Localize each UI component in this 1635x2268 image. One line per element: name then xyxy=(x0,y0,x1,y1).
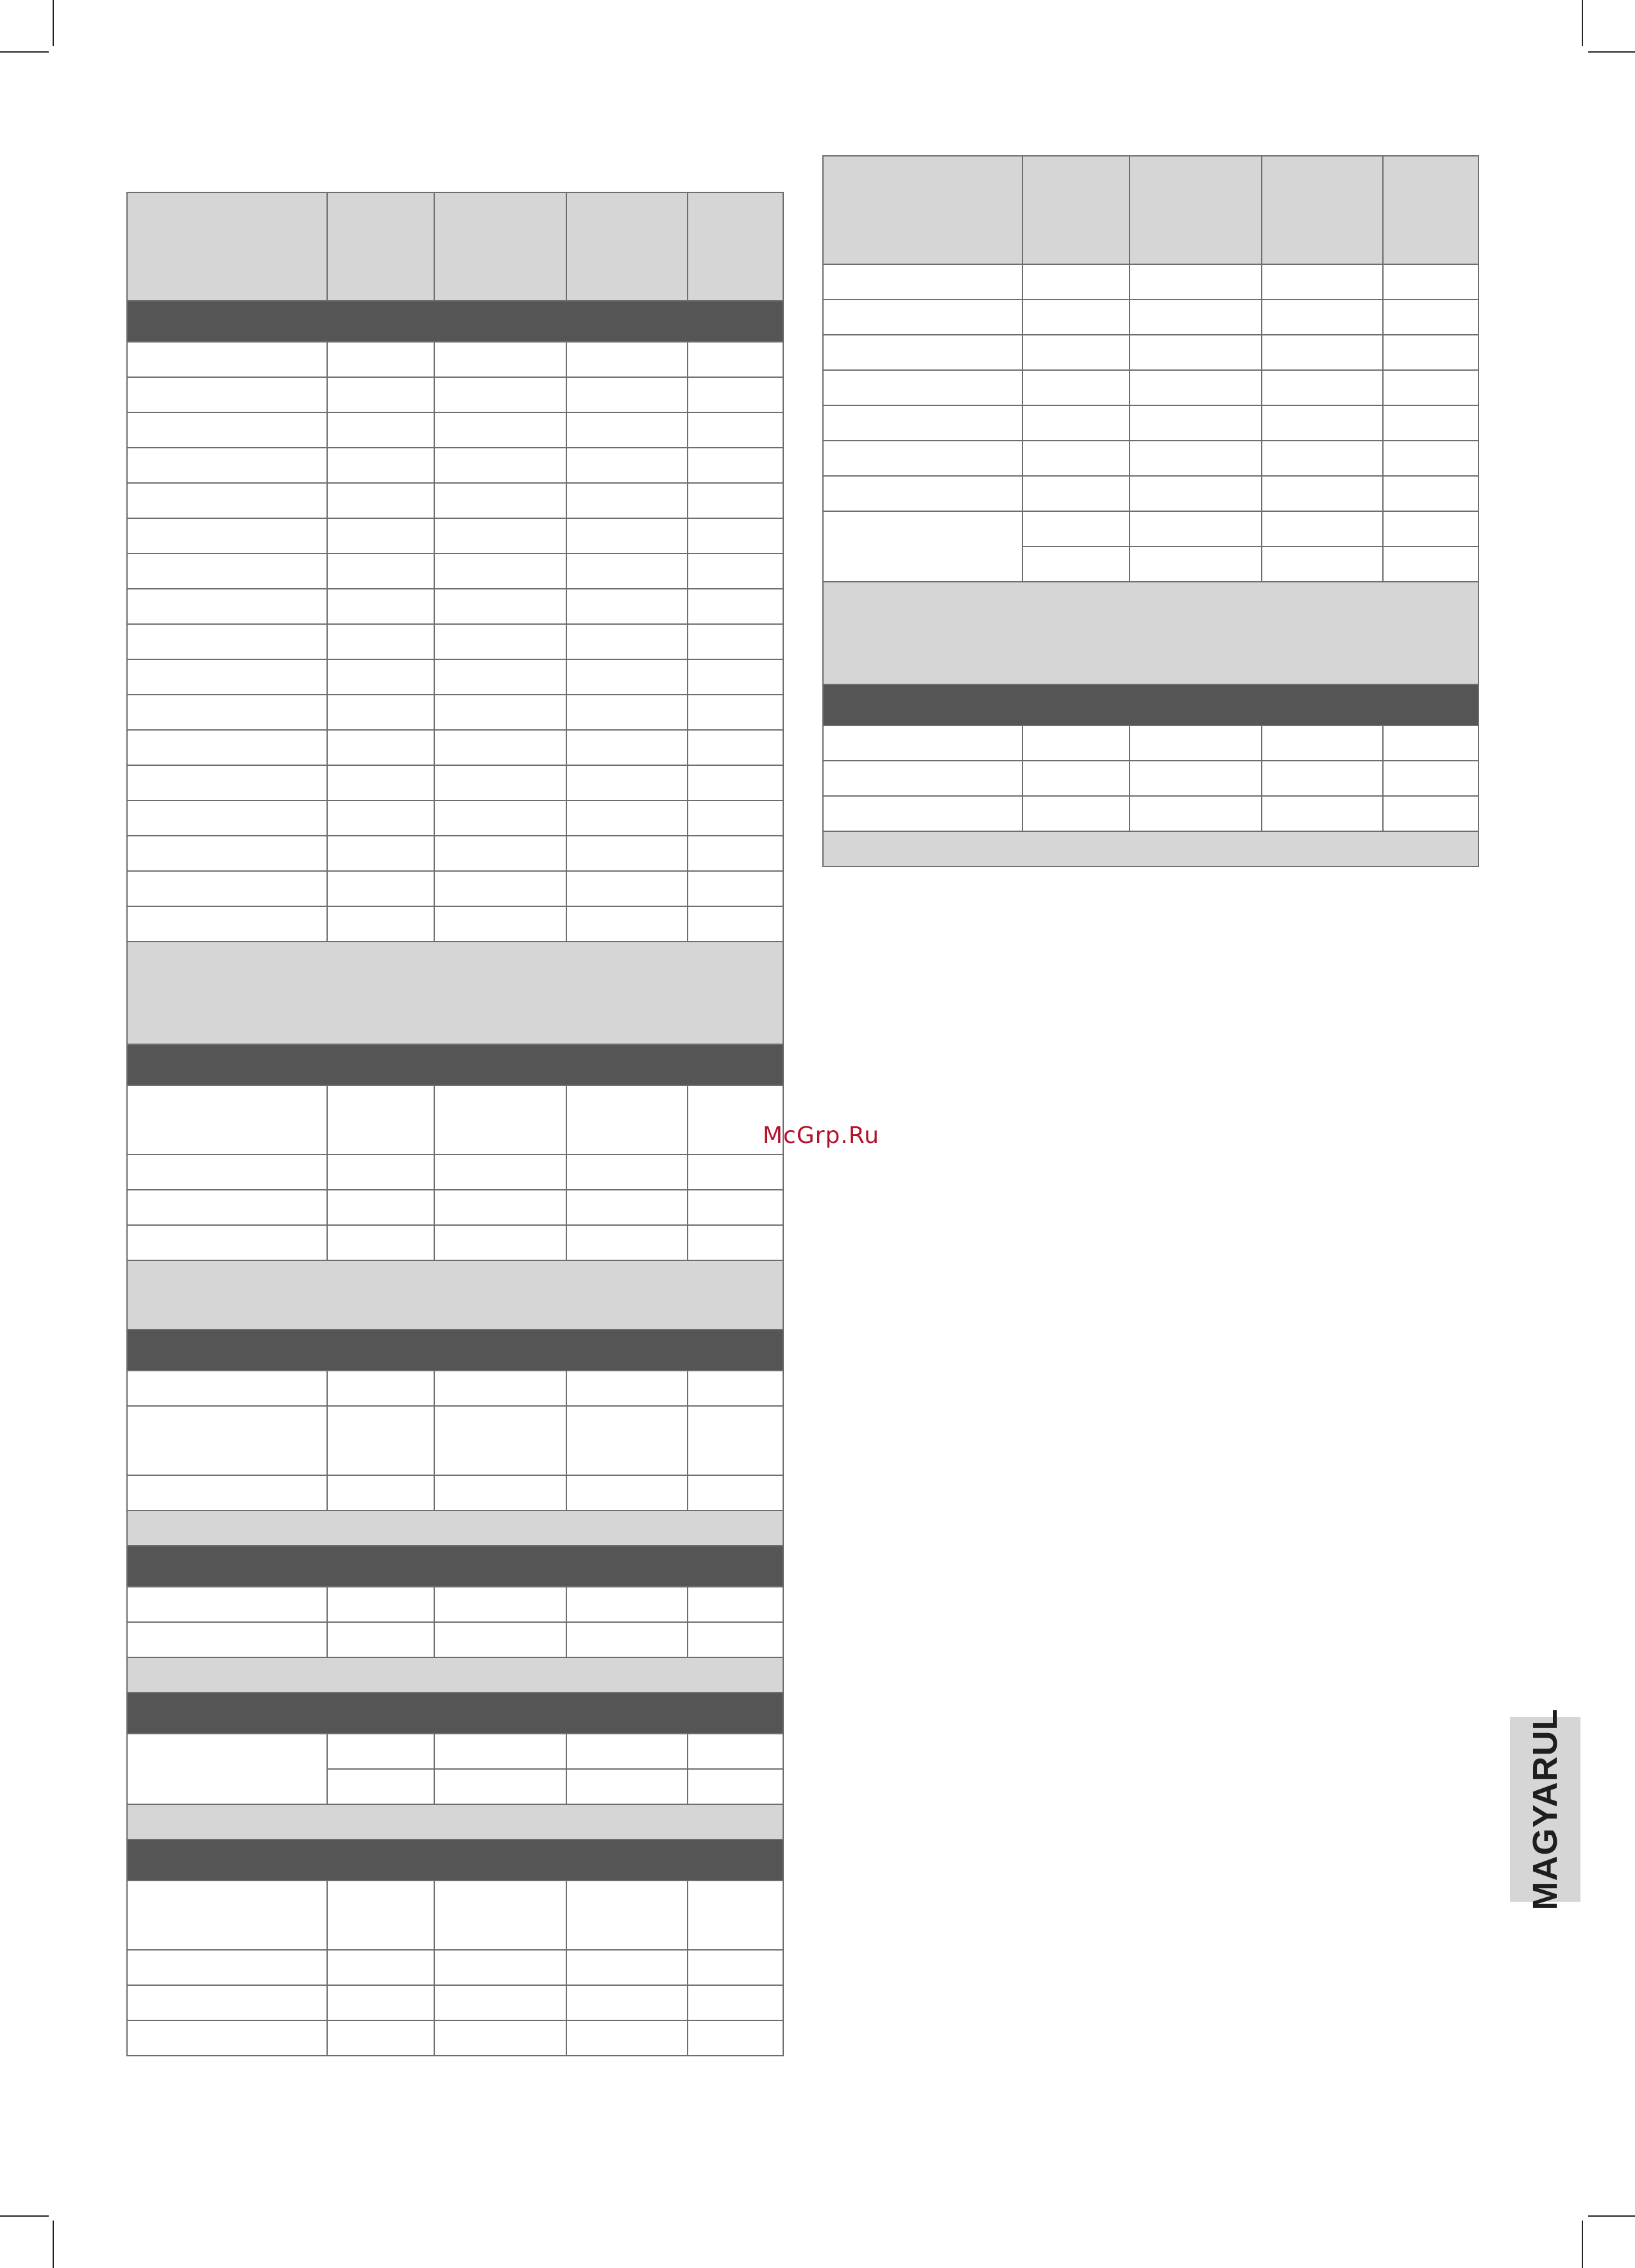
crop-mark xyxy=(1588,2215,1635,2217)
table-border xyxy=(822,155,1479,867)
crop-mark xyxy=(53,2221,54,2268)
language-tab-label: MAGYARUL xyxy=(1526,1708,1564,1911)
language-tab xyxy=(1510,1708,1580,1911)
table-border xyxy=(126,192,784,2056)
crop-mark xyxy=(1582,2221,1583,2268)
watermark-text: McGrp.Ru xyxy=(762,1122,880,1149)
crop-mark xyxy=(0,2215,49,2217)
crop-mark xyxy=(53,0,54,46)
crop-mark xyxy=(1582,0,1583,46)
crop-mark xyxy=(1588,51,1635,53)
crop-mark xyxy=(0,51,49,53)
